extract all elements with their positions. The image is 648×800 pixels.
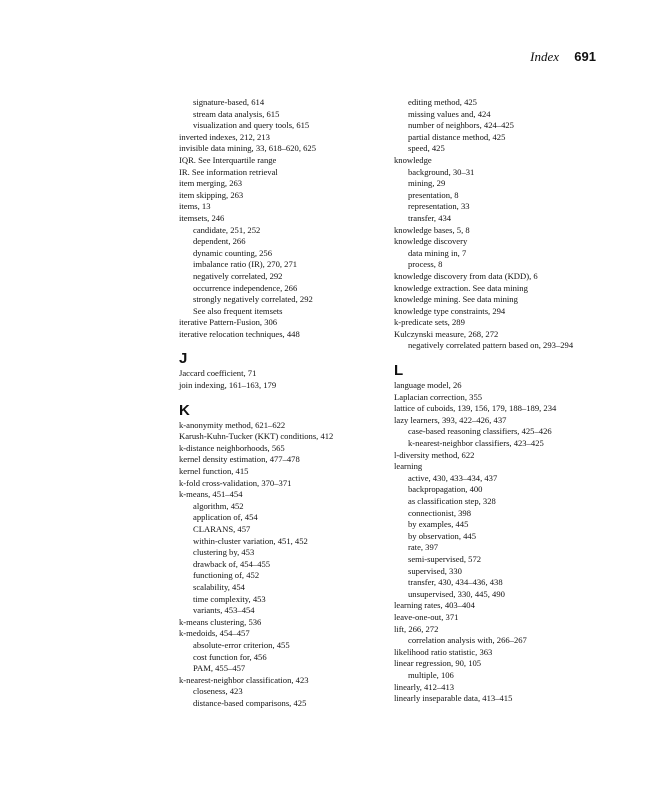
index-entry: Kulczynski measure, 268, 272 [394, 328, 499, 339]
index-entry: itemsets, 246 [179, 212, 225, 223]
index-entry: knowledge type constraints, 294 [394, 305, 506, 316]
index-entry: items, 13 [179, 201, 211, 212]
index-subentry: distance-based comparisons, 425 [193, 697, 307, 708]
index-subentry: CLARANS, 457 [193, 524, 251, 534]
index-entry: linearly inseparable data, 413–415 [394, 693, 513, 704]
index-entry: inverted indexes, 212, 213 [179, 131, 270, 142]
page-number: 691 [574, 49, 596, 64]
index-subentry: editing method, 425 [408, 97, 477, 107]
index-entry: k-medoids, 454–457 [179, 628, 250, 639]
index-subentry: transfer, 430, 434–436, 438 [408, 577, 503, 588]
running-header-label: Index [530, 49, 560, 64]
index-subentry: speed, 425 [408, 143, 445, 154]
index-entry: Jaccard coefficient, 71 [179, 368, 257, 379]
index-subentry: dependent, 266 [193, 236, 246, 247]
index-subentry: See also frequent itemsets [193, 305, 283, 316]
index-subentry: connectionist, 398 [408, 507, 472, 518]
section-letter-heading: K [179, 401, 190, 419]
index-subentry: active, 430, 433–434, 437 [408, 472, 498, 483]
index-entry: iterative Pattern-Fusion, 306 [179, 317, 278, 328]
index-subentry: closeness, 423 [193, 686, 243, 697]
index-subentry: scalability, 454 [193, 581, 245, 592]
index-subentry: imbalance ratio (IR), 270, 271 [193, 259, 298, 270]
index-column-right [394, 97, 609, 705]
index-subentry: process, 8 [408, 259, 443, 270]
index-entry: lift, 266, 272 [394, 623, 439, 634]
index-entry: invisible data mining, 33, 618–620, 625 [179, 143, 317, 154]
index-entry: k-anonymity method, 621–622 [179, 419, 286, 430]
index-entry: Laplacian correction, 355 [394, 391, 483, 402]
index-entry: lattice of cuboids, 139, 156, 179, 188–189, 234 [394, 403, 557, 414]
index-entry: kernel function, 415 [179, 466, 249, 477]
index-entry: leave-one-out, 371 [394, 611, 459, 622]
index-entry: likelihood ratio statistic, 363 [394, 646, 493, 657]
index-entry: k-predicate sets, 289 [394, 317, 465, 328]
index-entry: k-fold cross-validation, 370–371 [179, 477, 292, 488]
section-letter-heading: L [394, 362, 404, 380]
index-subentry: unsupervised, 330, 445, 490 [408, 588, 505, 599]
index-entry: IQR. See Interquartile range [179, 154, 277, 165]
index-subentry: background, 30–31 [408, 166, 475, 177]
index-subentry: functioning of, 452 [193, 570, 260, 581]
index-subentry: mining, 29 [408, 178, 446, 189]
index-entry: join indexing, 161–163, 179 [179, 380, 277, 391]
index-subentry: case-based reasoning classifiers, 425–426 [408, 426, 552, 437]
index-subentry: number of neighbors, 424–425 [408, 120, 514, 131]
index-entry: k-means clustering, 536 [179, 616, 262, 627]
index-subentry: by examples, 445 [408, 519, 469, 530]
index-entry: Karush-Kuhn-Tucker (KKT) conditions, 412 [179, 431, 334, 442]
index-column-left [179, 97, 394, 710]
index-subentry: negatively correlated pattern based on, 293–294 [408, 340, 574, 351]
index-entry: knowledge discovery from data (KDD), 6 [394, 270, 538, 281]
index-entry: k-nearest-neighbor classification, 423 [179, 674, 309, 685]
index-subentry: missing values and, 424 [408, 108, 491, 119]
index-subentry: occurrence independence, 266 [193, 282, 298, 293]
index-entry: linear regression, 90, 105 [394, 658, 482, 669]
index-subentry: PAM, 455–457 [193, 663, 246, 674]
index-subentry: transfer, 434 [408, 212, 452, 223]
index-entry: l-diversity method, 622 [394, 449, 475, 460]
index-subentry: algorithm, 452 [193, 500, 244, 511]
index-subentry: presentation, 8 [408, 189, 459, 200]
index-entry: knowledge bases, 5, 8 [394, 224, 470, 235]
index-subentry: partial distance method, 425 [408, 131, 506, 142]
index-subentry: strongly negatively correlated, 292 [193, 294, 313, 305]
index-subentry: correlation analysis with, 266–267 [408, 635, 527, 646]
index-entry: item skipping, 263 [179, 189, 244, 200]
index-subentry: within-cluster variation, 451, 452 [193, 535, 308, 546]
index-subentry: time complexity, 453 [193, 593, 266, 604]
index-subentry: k-nearest-neighbor classifiers, 423–425 [408, 438, 544, 449]
index-subentry: stream data analysis, 615 [193, 108, 280, 119]
index-subentry: semi-supervised, 572 [408, 553, 482, 564]
index-subentry: by observation, 445 [408, 530, 477, 541]
index-subentry: clustering by, 453 [193, 547, 255, 558]
index-subentry: variants, 453–454 [193, 605, 255, 616]
index-subentry: visualization and query tools, 615 [193, 120, 310, 131]
section-letter-heading: J [179, 350, 188, 368]
index-entry: language model, 26 [394, 380, 462, 391]
index-subentry: rate, 397 [408, 542, 439, 553]
index-entry: iterative relocation techniques, 448 [179, 328, 300, 339]
index-subentry: cost function for, 456 [193, 651, 267, 662]
running-header [530, 49, 596, 65]
index-entry: k-distance neighborhoods, 565 [179, 442, 285, 453]
index-entry: k-means, 451–454 [179, 489, 243, 500]
index-subentry: candidate, 251, 252 [193, 224, 261, 235]
index-subentry: signature-based, 614 [193, 97, 265, 107]
index-entry: knowledge [394, 154, 432, 165]
index-entry: knowledge extraction. See data mining [394, 282, 528, 293]
index-subentry: dynamic counting, 256 [193, 247, 273, 258]
index-entry: knowledge mining. See data mining [394, 294, 518, 305]
index-entry: kernel density estimation, 477–478 [179, 454, 300, 465]
index-subentry: data mining in, 7 [408, 247, 467, 258]
index-entry: knowledge discovery [394, 236, 468, 247]
index-subentry: backpropagation, 400 [408, 484, 483, 495]
index-entry: item merging, 263 [179, 178, 243, 189]
index-entry: learning rates, 403–404 [394, 600, 475, 611]
index-subentry: supervised, 330 [408, 565, 462, 576]
index-subentry: representation, 33 [408, 201, 470, 212]
index-entry: IR. See information retrieval [179, 166, 278, 177]
index-entry: linearly, 412–413 [394, 681, 455, 692]
index-subentry: application of, 454 [193, 512, 258, 523]
index-subentry: as classification step, 328 [408, 496, 496, 506]
index-entry: lazy learners, 393, 422–426, 437 [394, 414, 507, 425]
index-subentry: multiple, 106 [408, 669, 454, 680]
index-entry: learning [394, 461, 423, 472]
index-subentry: drawback of, 454–455 [193, 558, 271, 569]
index-subentry: absolute-error criterion, 455 [193, 639, 290, 650]
index-subentry: negatively correlated, 292 [193, 270, 283, 281]
